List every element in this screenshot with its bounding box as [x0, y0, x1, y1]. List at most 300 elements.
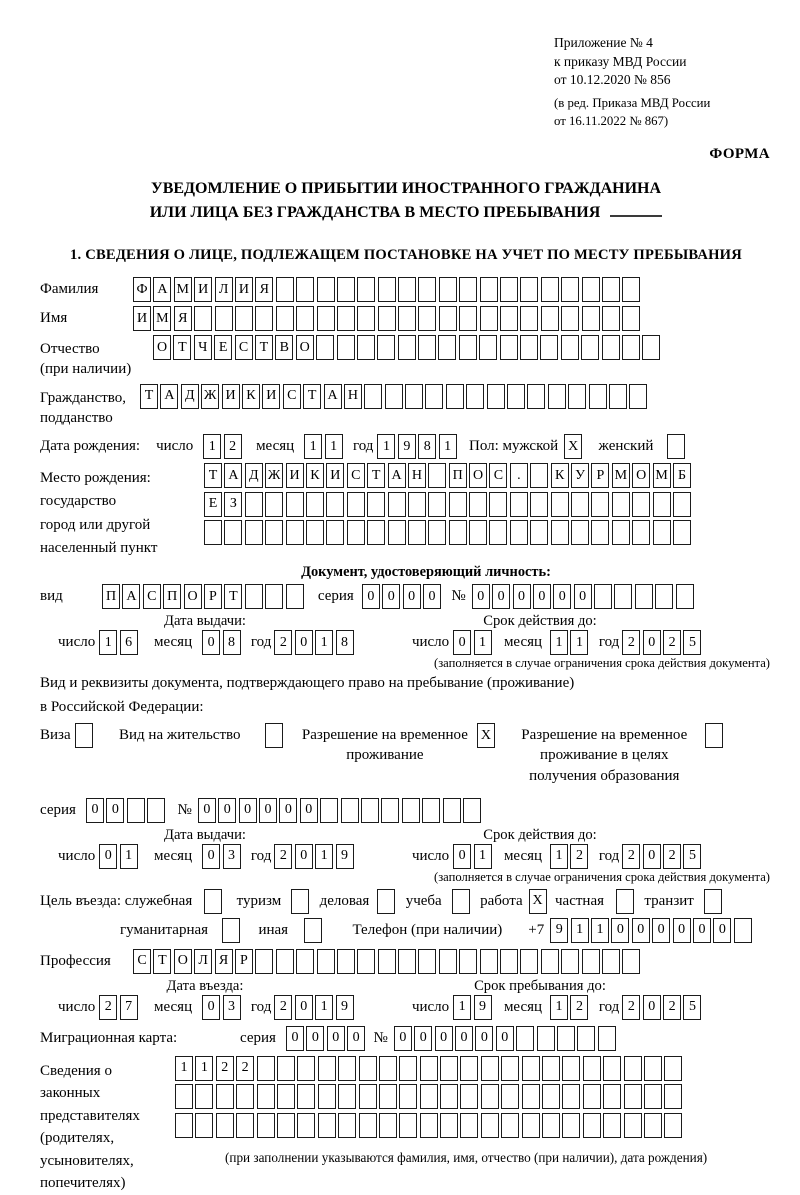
- char-cell[interactable]: 0: [423, 584, 441, 609]
- char-cell[interactable]: [463, 798, 481, 823]
- char-cell[interactable]: [522, 1056, 540, 1081]
- char-cell[interactable]: [440, 1113, 458, 1138]
- char-cell[interactable]: [364, 384, 382, 409]
- char-cell[interactable]: 0: [453, 630, 471, 655]
- char-cell[interactable]: [337, 277, 355, 302]
- char-cell[interactable]: А: [388, 463, 406, 488]
- char-cell[interactable]: Р: [591, 463, 609, 488]
- char-cell[interactable]: [624, 1056, 642, 1081]
- char-cell[interactable]: 0: [455, 1026, 473, 1051]
- char-cell[interactable]: [357, 277, 375, 302]
- char-cell[interactable]: [676, 584, 694, 609]
- char-cell[interactable]: [500, 306, 518, 331]
- char-cell[interactable]: Д: [181, 384, 199, 409]
- char-cell[interactable]: [530, 492, 548, 517]
- char-cell[interactable]: [624, 1113, 642, 1138]
- char-cell[interactable]: О: [469, 463, 487, 488]
- char-cell[interactable]: [438, 335, 456, 360]
- char-cell[interactable]: [399, 1084, 417, 1109]
- char-cell[interactable]: [277, 1084, 295, 1109]
- char-cell[interactable]: [541, 277, 559, 302]
- char-cell[interactable]: 8: [223, 630, 241, 655]
- char-cell[interactable]: 0: [295, 844, 313, 869]
- char-cell[interactable]: [507, 384, 525, 409]
- char-cell[interactable]: [664, 1084, 682, 1109]
- char-cell[interactable]: [520, 335, 538, 360]
- char-cell[interactable]: И: [194, 277, 212, 302]
- char-cell[interactable]: М: [612, 463, 630, 488]
- char-cell[interactable]: 2: [663, 995, 681, 1020]
- char-cell[interactable]: 0: [306, 1026, 324, 1051]
- char-cell[interactable]: [147, 798, 165, 823]
- char-cell[interactable]: 2: [274, 844, 292, 869]
- char-cell[interactable]: [257, 1113, 275, 1138]
- char-cell[interactable]: [224, 520, 242, 545]
- char-cell[interactable]: [347, 492, 365, 517]
- char-cell[interactable]: [388, 520, 406, 545]
- char-cell[interactable]: Ф: [133, 277, 151, 302]
- char-cell[interactable]: 5: [683, 844, 701, 869]
- char-cell[interactable]: [405, 384, 423, 409]
- char-cell[interactable]: 2: [274, 630, 292, 655]
- char-cell[interactable]: [215, 306, 233, 331]
- char-cell[interactable]: 1: [315, 844, 333, 869]
- visa-checkbox-cell[interactable]: [75, 723, 93, 748]
- char-cell[interactable]: [459, 949, 477, 974]
- char-cell[interactable]: Л: [215, 277, 233, 302]
- char-cell[interactable]: [460, 1113, 478, 1138]
- char-cell[interactable]: 0: [643, 844, 661, 869]
- char-cell[interactable]: [337, 306, 355, 331]
- char-cell[interactable]: 0: [202, 995, 220, 1020]
- char-cell[interactable]: [337, 335, 355, 360]
- char-cell[interactable]: 0: [414, 1026, 432, 1051]
- char-cell[interactable]: [653, 520, 671, 545]
- char-cell[interactable]: [402, 798, 420, 823]
- char-cell[interactable]: М: [174, 277, 192, 302]
- char-cell[interactable]: [562, 1084, 580, 1109]
- char-cell[interactable]: [276, 277, 294, 302]
- char-cell[interactable]: [194, 306, 212, 331]
- sex-female-checkbox-cell[interactable]: [667, 434, 685, 459]
- char-cell[interactable]: [653, 492, 671, 517]
- char-cell[interactable]: Е: [204, 492, 222, 517]
- char-cell[interactable]: [632, 520, 650, 545]
- char-cell[interactable]: [602, 277, 620, 302]
- char-cell[interactable]: [602, 306, 620, 331]
- char-cell[interactable]: [236, 1113, 254, 1138]
- char-cell[interactable]: 0: [394, 1026, 412, 1051]
- char-cell[interactable]: [487, 384, 505, 409]
- char-cell[interactable]: [510, 492, 528, 517]
- char-cell[interactable]: 0: [643, 630, 661, 655]
- char-cell[interactable]: Я: [255, 277, 273, 302]
- char-cell[interactable]: П: [163, 584, 181, 609]
- char-cell[interactable]: [571, 520, 589, 545]
- char-cell[interactable]: [510, 520, 528, 545]
- char-cell[interactable]: 2: [236, 1056, 254, 1081]
- char-cell[interactable]: [127, 798, 145, 823]
- char-cell[interactable]: [296, 306, 314, 331]
- char-cell[interactable]: [440, 1084, 458, 1109]
- char-cell[interactable]: 1: [315, 630, 333, 655]
- char-cell[interactable]: 0: [553, 584, 571, 609]
- char-cell[interactable]: [306, 520, 324, 545]
- char-cell[interactable]: 0: [279, 798, 297, 823]
- char-cell[interactable]: 1: [304, 434, 322, 459]
- char-cell[interactable]: [320, 798, 338, 823]
- char-cell[interactable]: [500, 335, 518, 360]
- char-cell[interactable]: 0: [453, 844, 471, 869]
- char-cell[interactable]: [541, 306, 559, 331]
- char-cell[interactable]: А: [153, 277, 171, 302]
- char-cell[interactable]: [317, 277, 335, 302]
- char-cell[interactable]: [582, 306, 600, 331]
- char-cell[interactable]: Н: [408, 463, 426, 488]
- char-cell[interactable]: [420, 1113, 438, 1138]
- char-cell[interactable]: [500, 949, 518, 974]
- char-cell[interactable]: 0: [513, 584, 531, 609]
- char-cell[interactable]: [459, 277, 477, 302]
- char-cell[interactable]: [489, 520, 507, 545]
- char-cell[interactable]: 0: [382, 584, 400, 609]
- char-cell[interactable]: Ж: [265, 463, 283, 488]
- char-cell[interactable]: [489, 492, 507, 517]
- char-cell[interactable]: [449, 520, 467, 545]
- char-cell[interactable]: К: [306, 463, 324, 488]
- char-cell[interactable]: [632, 492, 650, 517]
- char-cell[interactable]: [582, 277, 600, 302]
- char-cell[interactable]: [562, 1056, 580, 1081]
- char-cell[interactable]: [466, 384, 484, 409]
- char-cell[interactable]: [479, 335, 497, 360]
- char-cell[interactable]: Е: [214, 335, 232, 360]
- purpose-other-checkbox-cell[interactable]: [304, 918, 322, 943]
- char-cell[interactable]: [286, 584, 304, 609]
- char-cell[interactable]: [428, 520, 446, 545]
- char-cell[interactable]: [277, 1113, 295, 1138]
- purpose-humanitarian-checkbox-cell[interactable]: [222, 918, 240, 943]
- char-cell[interactable]: [629, 384, 647, 409]
- char-cell[interactable]: А: [160, 384, 178, 409]
- char-cell[interactable]: Т: [173, 335, 191, 360]
- char-cell[interactable]: 0: [475, 1026, 493, 1051]
- char-cell[interactable]: [480, 306, 498, 331]
- char-cell[interactable]: [338, 1113, 356, 1138]
- char-cell[interactable]: Я: [215, 949, 233, 974]
- char-cell[interactable]: [359, 1056, 377, 1081]
- char-cell[interactable]: [561, 306, 579, 331]
- purpose-private-checkbox-cell[interactable]: [616, 889, 634, 914]
- char-cell[interactable]: [644, 1056, 662, 1081]
- char-cell[interactable]: Т: [303, 384, 321, 409]
- char-cell[interactable]: С: [133, 949, 151, 974]
- char-cell[interactable]: [622, 277, 640, 302]
- char-cell[interactable]: Т: [204, 463, 222, 488]
- char-cell[interactable]: [501, 1113, 519, 1138]
- char-cell[interactable]: [501, 1056, 519, 1081]
- char-cell[interactable]: [377, 335, 395, 360]
- char-cell[interactable]: 0: [403, 584, 421, 609]
- char-cell[interactable]: Ч: [194, 335, 212, 360]
- char-cell[interactable]: 2: [216, 1056, 234, 1081]
- char-cell[interactable]: 5: [683, 995, 701, 1020]
- char-cell[interactable]: Р: [235, 949, 253, 974]
- char-cell[interactable]: [379, 1084, 397, 1109]
- char-cell[interactable]: [530, 520, 548, 545]
- char-cell[interactable]: 0: [202, 630, 220, 655]
- char-cell[interactable]: [460, 1056, 478, 1081]
- char-cell[interactable]: М: [653, 463, 671, 488]
- char-cell[interactable]: 1: [550, 630, 568, 655]
- char-cell[interactable]: [245, 492, 263, 517]
- char-cell[interactable]: [655, 584, 673, 609]
- char-cell[interactable]: Т: [140, 384, 158, 409]
- char-cell[interactable]: [175, 1084, 193, 1109]
- char-cell[interactable]: С: [347, 463, 365, 488]
- char-cell[interactable]: [316, 335, 334, 360]
- char-cell[interactable]: [378, 306, 396, 331]
- char-cell[interactable]: [385, 384, 403, 409]
- char-cell[interactable]: З: [224, 492, 242, 517]
- char-cell[interactable]: [245, 520, 263, 545]
- char-cell[interactable]: [306, 492, 324, 517]
- char-cell[interactable]: [388, 492, 406, 517]
- char-cell[interactable]: [581, 335, 599, 360]
- char-cell[interactable]: [276, 306, 294, 331]
- char-cell[interactable]: [381, 798, 399, 823]
- char-cell[interactable]: [501, 1084, 519, 1109]
- char-cell[interactable]: [635, 584, 653, 609]
- char-cell[interactable]: [379, 1056, 397, 1081]
- char-cell[interactable]: И: [286, 463, 304, 488]
- char-cell[interactable]: [480, 949, 498, 974]
- char-cell[interactable]: 1: [474, 630, 492, 655]
- char-cell[interactable]: 0: [327, 1026, 345, 1051]
- char-cell[interactable]: [408, 520, 426, 545]
- char-cell[interactable]: [297, 1113, 315, 1138]
- char-cell[interactable]: Т: [153, 949, 171, 974]
- char-cell[interactable]: [296, 277, 314, 302]
- char-cell[interactable]: 0: [673, 918, 691, 943]
- char-cell[interactable]: 9: [398, 434, 416, 459]
- char-cell[interactable]: 2: [570, 844, 588, 869]
- char-cell[interactable]: 6: [120, 630, 138, 655]
- char-cell[interactable]: [481, 1113, 499, 1138]
- char-cell[interactable]: [398, 306, 416, 331]
- char-cell[interactable]: [443, 798, 461, 823]
- char-cell[interactable]: [522, 1113, 540, 1138]
- char-cell[interactable]: [418, 277, 436, 302]
- char-cell[interactable]: [326, 492, 344, 517]
- char-cell[interactable]: [481, 1056, 499, 1081]
- char-cell[interactable]: [571, 492, 589, 517]
- char-cell[interactable]: 5: [683, 630, 701, 655]
- char-cell[interactable]: [583, 1084, 601, 1109]
- char-cell[interactable]: [277, 1056, 295, 1081]
- char-cell[interactable]: 0: [533, 584, 551, 609]
- char-cell[interactable]: 2: [622, 630, 640, 655]
- char-cell[interactable]: И: [326, 463, 344, 488]
- char-cell[interactable]: [418, 949, 436, 974]
- char-cell[interactable]: [418, 335, 436, 360]
- char-cell[interactable]: 2: [622, 995, 640, 1020]
- char-cell[interactable]: 8: [336, 630, 354, 655]
- char-cell[interactable]: 0: [106, 798, 124, 823]
- char-cell[interactable]: [520, 277, 538, 302]
- char-cell[interactable]: Т: [255, 335, 273, 360]
- char-cell[interactable]: Я: [174, 306, 192, 331]
- char-cell[interactable]: [439, 277, 457, 302]
- char-cell[interactable]: 2: [663, 630, 681, 655]
- char-cell[interactable]: [265, 584, 283, 609]
- char-cell[interactable]: [265, 520, 283, 545]
- char-cell[interactable]: [399, 1113, 417, 1138]
- char-cell[interactable]: [296, 949, 314, 974]
- char-cell[interactable]: А: [122, 584, 140, 609]
- char-cell[interactable]: 1: [175, 1056, 193, 1081]
- char-cell[interactable]: [257, 1084, 275, 1109]
- char-cell[interactable]: 0: [239, 798, 257, 823]
- temp-permit-edu-checkbox-cell[interactable]: [705, 723, 723, 748]
- char-cell[interactable]: [357, 949, 375, 974]
- char-cell[interactable]: Т: [224, 584, 242, 609]
- char-cell[interactable]: С: [143, 584, 161, 609]
- char-cell[interactable]: [398, 277, 416, 302]
- char-cell[interactable]: 1: [377, 434, 395, 459]
- char-cell[interactable]: 2: [622, 844, 640, 869]
- char-cell[interactable]: [439, 949, 457, 974]
- char-cell[interactable]: [542, 1056, 560, 1081]
- char-cell[interactable]: 1: [203, 434, 221, 459]
- char-cell[interactable]: [591, 492, 609, 517]
- char-cell[interactable]: [317, 949, 335, 974]
- char-cell[interactable]: [614, 584, 632, 609]
- char-cell[interactable]: [582, 949, 600, 974]
- char-cell[interactable]: 2: [663, 844, 681, 869]
- char-cell[interactable]: [446, 384, 464, 409]
- char-cell[interactable]: 0: [202, 844, 220, 869]
- char-cell[interactable]: [359, 1113, 377, 1138]
- char-cell[interactable]: 0: [86, 798, 104, 823]
- char-cell[interactable]: 1: [315, 995, 333, 1020]
- char-cell[interactable]: И: [222, 384, 240, 409]
- char-cell[interactable]: 1: [453, 995, 471, 1020]
- char-cell[interactable]: [642, 335, 660, 360]
- char-cell[interactable]: [602, 949, 620, 974]
- char-cell[interactable]: [520, 306, 538, 331]
- char-cell[interactable]: [195, 1113, 213, 1138]
- char-cell[interactable]: [420, 1056, 438, 1081]
- char-cell[interactable]: 9: [336, 844, 354, 869]
- char-cell[interactable]: 3: [223, 844, 241, 869]
- char-cell[interactable]: 9: [550, 918, 568, 943]
- char-cell[interactable]: У: [571, 463, 589, 488]
- char-cell[interactable]: 0: [652, 918, 670, 943]
- char-cell[interactable]: О: [184, 584, 202, 609]
- char-cell[interactable]: 8: [418, 434, 436, 459]
- char-cell[interactable]: [561, 949, 579, 974]
- char-cell[interactable]: [236, 1084, 254, 1109]
- char-cell[interactable]: [602, 335, 620, 360]
- char-cell[interactable]: [548, 384, 566, 409]
- char-cell[interactable]: [542, 1113, 560, 1138]
- char-cell[interactable]: [428, 492, 446, 517]
- char-cell[interactable]: [418, 306, 436, 331]
- char-cell[interactable]: [255, 949, 273, 974]
- char-cell[interactable]: 0: [611, 918, 629, 943]
- char-cell[interactable]: [459, 306, 477, 331]
- char-cell[interactable]: 0: [286, 1026, 304, 1051]
- char-cell[interactable]: К: [242, 384, 260, 409]
- char-cell[interactable]: [459, 335, 477, 360]
- char-cell[interactable]: [216, 1084, 234, 1109]
- char-cell[interactable]: [276, 949, 294, 974]
- char-cell[interactable]: М: [153, 306, 171, 331]
- char-cell[interactable]: 0: [574, 584, 592, 609]
- char-cell[interactable]: [297, 1056, 315, 1081]
- char-cell[interactable]: [460, 1084, 478, 1109]
- char-cell[interactable]: [557, 1026, 575, 1051]
- char-cell[interactable]: 0: [643, 995, 661, 1020]
- char-cell[interactable]: [318, 1113, 336, 1138]
- char-cell[interactable]: [664, 1056, 682, 1081]
- char-cell[interactable]: О: [174, 949, 192, 974]
- char-cell[interactable]: [216, 1113, 234, 1138]
- char-cell[interactable]: [603, 1056, 621, 1081]
- char-cell[interactable]: П: [449, 463, 467, 488]
- char-cell[interactable]: С: [283, 384, 301, 409]
- char-cell[interactable]: Т: [367, 463, 385, 488]
- char-cell[interactable]: 0: [347, 1026, 365, 1051]
- char-cell[interactable]: [591, 520, 609, 545]
- char-cell[interactable]: Л: [194, 949, 212, 974]
- char-cell[interactable]: [255, 306, 273, 331]
- char-cell[interactable]: [378, 277, 396, 302]
- purpose-work-checkbox-cell[interactable]: X: [529, 889, 547, 914]
- char-cell[interactable]: 3: [223, 995, 241, 1020]
- char-cell[interactable]: [449, 492, 467, 517]
- char-cell[interactable]: [195, 1084, 213, 1109]
- char-cell[interactable]: [624, 1084, 642, 1109]
- char-cell[interactable]: 0: [218, 798, 236, 823]
- char-cell[interactable]: [583, 1056, 601, 1081]
- char-cell[interactable]: [568, 384, 586, 409]
- temp-permit-checkbox-cell[interactable]: X: [477, 723, 495, 748]
- char-cell[interactable]: И: [235, 277, 253, 302]
- char-cell[interactable]: 1: [325, 434, 343, 459]
- char-cell[interactable]: [561, 335, 579, 360]
- char-cell[interactable]: [425, 384, 443, 409]
- char-cell[interactable]: 1: [474, 844, 492, 869]
- char-cell[interactable]: 1: [120, 844, 138, 869]
- purpose-official-checkbox-cell[interactable]: [204, 889, 222, 914]
- purpose-tourism-checkbox-cell[interactable]: [291, 889, 309, 914]
- char-cell[interactable]: П: [102, 584, 120, 609]
- char-cell[interactable]: [338, 1056, 356, 1081]
- char-cell[interactable]: 9: [336, 995, 354, 1020]
- char-cell[interactable]: 0: [496, 1026, 514, 1051]
- purpose-transit-checkbox-cell[interactable]: [704, 889, 722, 914]
- char-cell[interactable]: 0: [472, 584, 490, 609]
- char-cell[interactable]: [257, 1056, 275, 1081]
- char-cell[interactable]: [540, 335, 558, 360]
- char-cell[interactable]: [317, 306, 335, 331]
- char-cell[interactable]: В: [275, 335, 293, 360]
- char-cell[interactable]: 0: [362, 584, 380, 609]
- char-cell[interactable]: [520, 949, 538, 974]
- char-cell[interactable]: [341, 798, 359, 823]
